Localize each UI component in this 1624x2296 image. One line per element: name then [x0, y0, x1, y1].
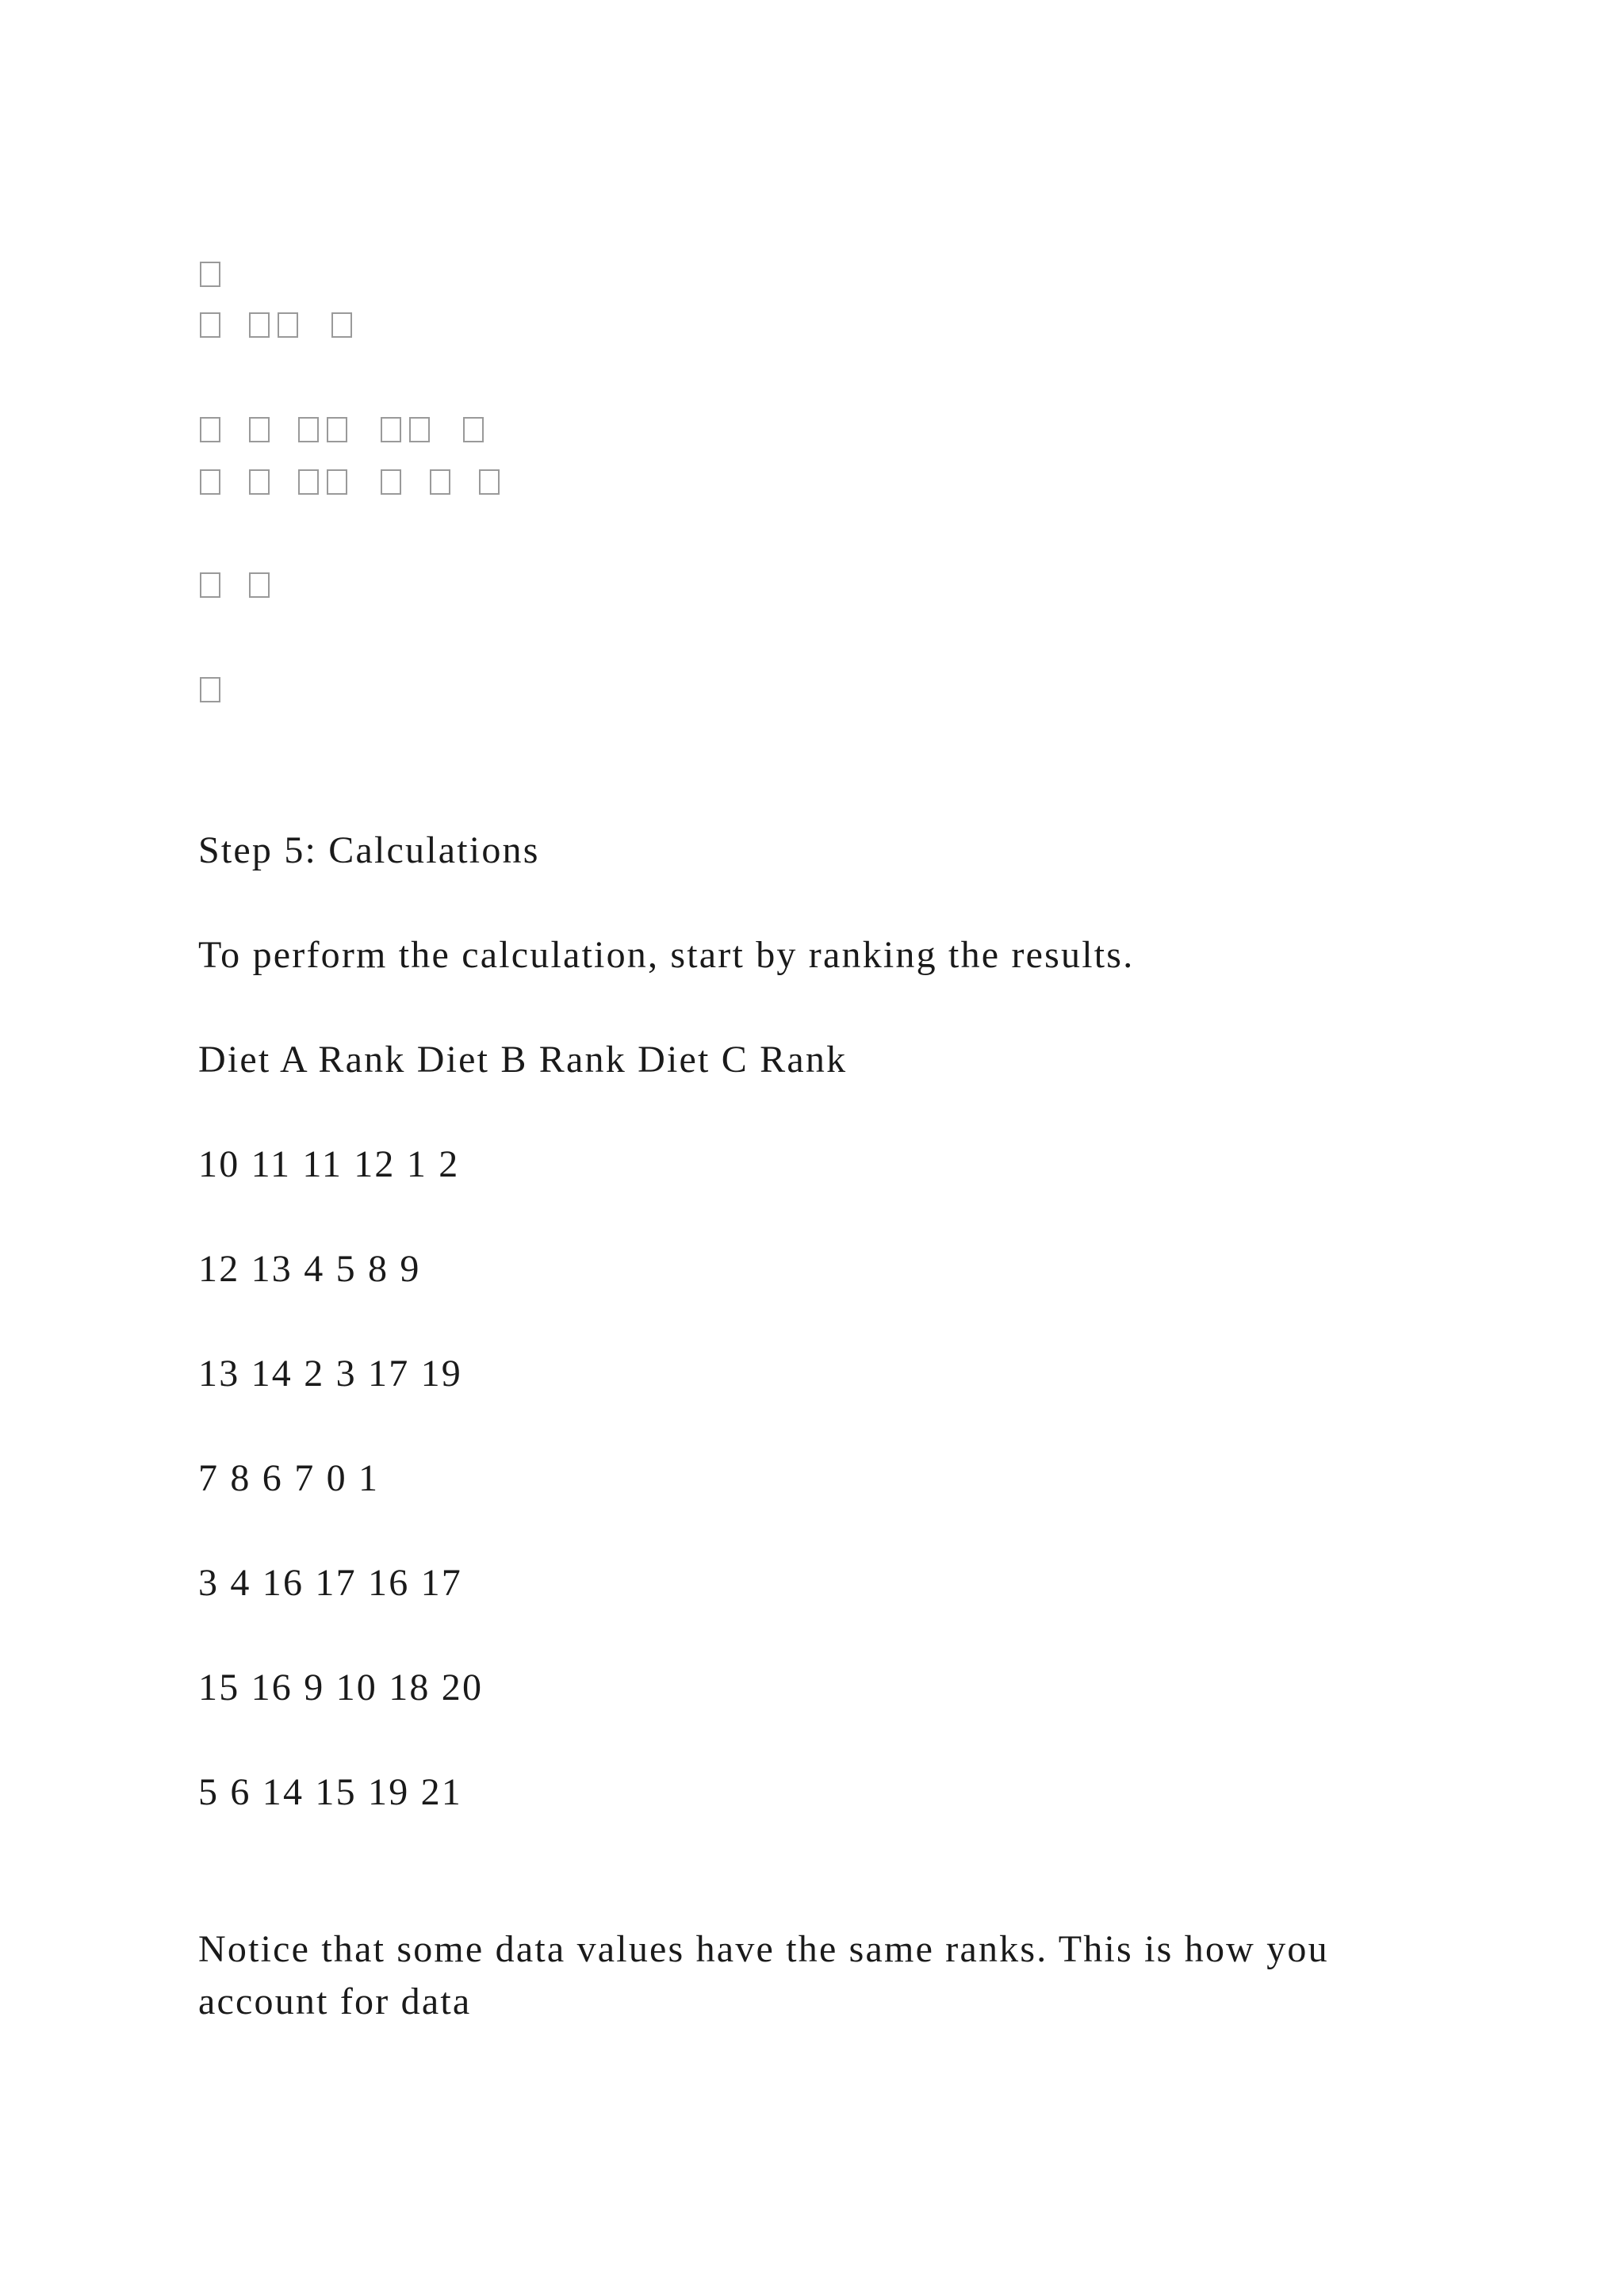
missing-glyph-icon	[298, 417, 319, 442]
intro-paragraph: To perform the calculation, start by ranking the results.	[198, 934, 1135, 976]
note-paragraph: Notice that some data values have the same ranks. This is how you account for data	[198, 1928, 1329, 2022]
table-row: 10 11 11 12 1 2	[198, 1143, 460, 1185]
missing-glyph-icon	[249, 469, 270, 495]
missing-glyph-icon	[249, 417, 270, 442]
missing-glyph-icon	[463, 417, 484, 442]
table-row: 15 16 9 10 18 20	[198, 1667, 484, 1709]
missing-glyph-icon	[479, 469, 500, 495]
missing-glyph-icon	[381, 469, 401, 495]
table-header: Diet A Rank Diet B Rank Diet C Rank	[198, 1039, 848, 1081]
missing-glyph-icon	[200, 312, 220, 338]
table-row: 13 14 2 3 17 19	[198, 1353, 462, 1395]
missing-glyph-icon	[409, 417, 430, 442]
table-row: 12 13 4 5 8 9	[198, 1248, 421, 1290]
missing-glyph-icon	[200, 469, 220, 495]
missing-glyph-icon	[381, 417, 401, 442]
table-row: 3 4 16 17 16 17	[198, 1562, 462, 1604]
missing-glyph-icon	[327, 417, 347, 442]
table-row: 5 6 14 15 19 21	[198, 1771, 462, 1813]
missing-glyph-icon	[249, 312, 270, 338]
missing-glyph-icon	[430, 469, 450, 495]
missing-glyph-icon	[200, 417, 220, 442]
missing-glyph-icon	[200, 572, 220, 598]
missing-glyph-icon	[200, 677, 220, 702]
missing-glyph-icon	[249, 572, 270, 598]
missing-glyph-icon	[278, 312, 298, 338]
missing-glyph-icon	[298, 469, 319, 495]
section-heading: Step 5: Calculations	[198, 829, 540, 871]
table-row: 7 8 6 7 0 1	[198, 1457, 380, 1499]
missing-glyph-icon	[331, 312, 352, 338]
missing-glyph-icon	[200, 262, 220, 287]
missing-glyph-icon	[327, 469, 347, 495]
